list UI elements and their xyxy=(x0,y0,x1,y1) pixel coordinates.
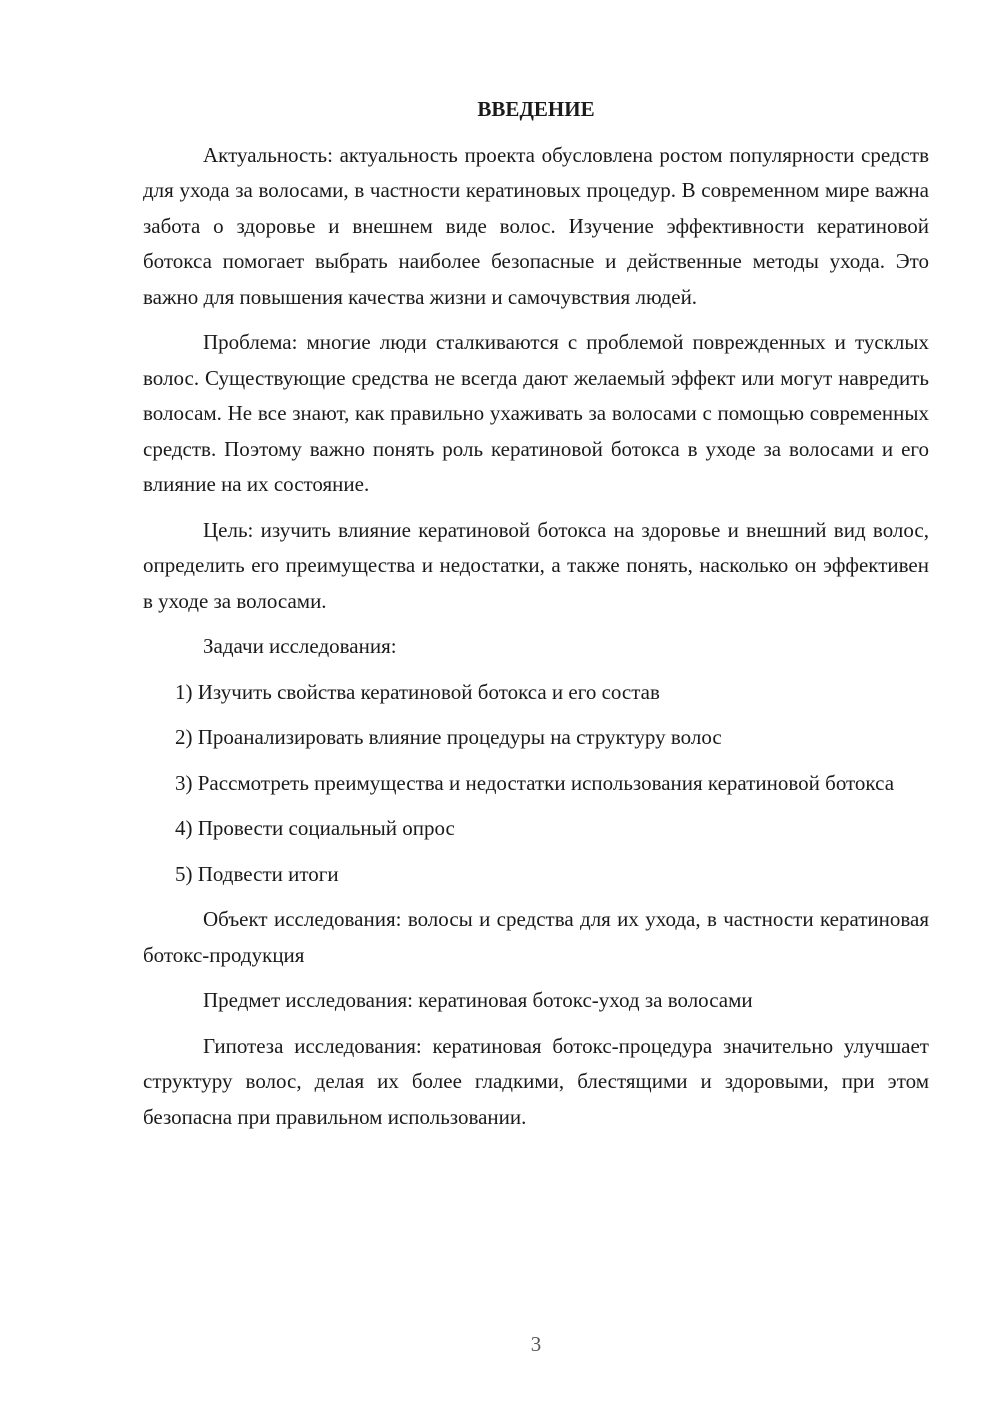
object-paragraph: Объект исследования: волосы и средства для их ухода, в частности кератиновая ботокс-продукция xyxy=(143,907,929,967)
task-item-3: 3) Рассмотреть преимущества и недостатки использования кератиновой ботокса xyxy=(175,770,895,795)
page-number: 3 xyxy=(530,1332,542,1356)
document-page xyxy=(143,92,929,1145)
problem-paragraph: Проблема: многие люди сталкиваются с проблемой поврежденных и тусклых волос. Существующие средства не всегда дают желаемый эффект или могут навредить волосам. Не все знают, как правильно ухаживать за волосами с помощью современных средств. Поэтому важно понять роль кератиновой ботокса в уходе за волосами и его влияние на их состояние. xyxy=(143,330,929,496)
task-item-2: 2) Проанализировать влияние процедуры на структуру волос xyxy=(175,725,722,749)
task-item-1: 1) Изучить свойства кератиновой ботокса и его состав xyxy=(175,679,660,704)
tasks-heading: Задачи исследования: xyxy=(203,634,397,658)
hypothesis-paragraph: Гипотеза исследования: кератиновая ботокс-процедура значительно улучшает структуру волос, делая их более гладкими, блестящими и здоровыми, при этом безопасна при правильном использовании. xyxy=(143,1033,929,1129)
goal-paragraph: Цель: изучить влияние кератиновой ботокса на здоровье и внешний вид волос, определить его преимущества и недостатки, а также понять, насколько он эффективен в уходе за волосами. xyxy=(143,517,929,613)
page-title: ВВЕДЕНИЕ xyxy=(477,97,595,121)
task-item-4: 4) Провести социальный опрос xyxy=(175,816,455,840)
subject-paragraph: Предмет исследования: кератиновая ботокс-уход за волосами xyxy=(203,988,753,1012)
task-item-5: 5) Подвести итоги xyxy=(175,861,339,886)
relevance-paragraph: Актуальность: актуальность проекта обусловлена ростом популярности средств для ухода за волосами, в частности кератиновых процедур. В современном мире важна забота о здоровье и внешнем виде волос. Изучение эффективности кератиновой ботокса помогает выбрать наиболее безопасные и действенные методы ухода. Это важно для повышения качества жизни и самочувствия людей. xyxy=(143,142,929,309)
